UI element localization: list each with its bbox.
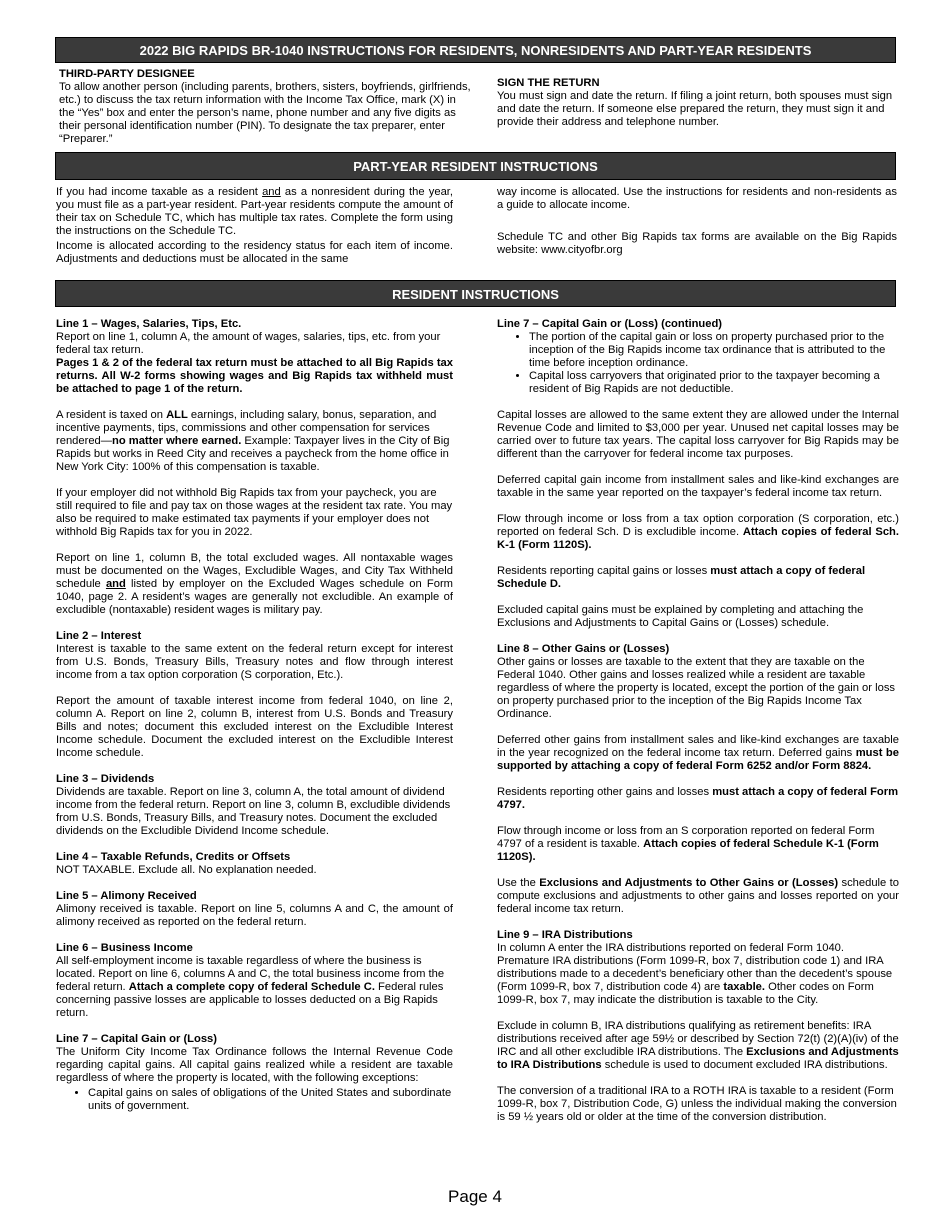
line8-p2: Deferred other gains from installment sales and like-kind exchanges are taxable in the year recognized on the federal income tax return. Deferred gains must be supported by attaching a copy of federal Form 6252 and/or Form 8824. — [497, 734, 899, 772]
sign-heading: SIGN THE RETURN — [497, 77, 600, 89]
third-party-designee-section — [59, 68, 471, 146]
line7-continued-p2: Deferred capital gain income from installment sales and like-kind exchanges are taxable in the same year reported on the taxpayer’s federal income tax return. — [497, 474, 899, 499]
line1-p1-bold: Pages 1 & 2 of the federal tax return must be attached to all Big Rapids tax returns. All W-2 forms showing wages and Big Rapids tax withheld must be attached to page 1 of the return. — [56, 357, 453, 395]
line7-continued-p3: Flow through income or loss from a tax option corporation (S corporation, etc.) reported on federal Sch. D is excludible income. Attach copies of federal Sch. K-1 (Form 1120S). — [497, 513, 899, 551]
part-year-p4: Schedule TC and other Big Rapids tax forms are available on the Big Rapids website: www.cityofbr.org — [497, 231, 897, 256]
line7-continued-p4: Residents reporting capital gains or losses must attach a copy of federal Schedule D. — [497, 565, 866, 590]
resident-left-column — [56, 318, 453, 1113]
list-item: • Capital gains on sales of obligations of the United States and subordinate units of government. — [88, 1087, 453, 1113]
line5-p1: Alimony received is taxable. Report on line 5, columns A and C, the amount of alimony received as reported on the federal return. — [56, 903, 453, 928]
line1-p2: A resident is taxed on ALL earnings, including salary, bonus, separation, and incentive payments, tips, commissions and other compensation for services rendered—no matter where earned. Example: Taxpayer lives in the City of Big Rapids but works in Reed City and receives a paycheck from the home office in New York City: 100% of this compensation is taxable. — [56, 409, 450, 473]
part-year-p3: way income is allocated. Use the instructions for residents and non-residents as a guide to allocate income. — [497, 186, 897, 211]
line2-p1: Interest is taxable to the same extent on the federal return except for interest from U.S. Bonds, Treasury Bills, Treasury notes and flow through interest income from a tax option corporation (S corporation, Etc.). — [56, 643, 453, 681]
part-year-right — [497, 186, 897, 257]
line9-p3: The conversion of a traditional IRA to a ROTH IRA is taxable to a resident (Form 1099-R, box 7, Distribution Code, G) unless the individual making the conversion is 59 ½ years old or older at the time of the conversion distribution. — [497, 1085, 897, 1123]
line9-p1: In column A enter the IRA distributions reported on federal Form 1040. Premature IRA distributions (Form 1099-R, box 7, distribution code 1) and IRA distributions made to a decedent’s beneficiary other than the decedent’s spouse (Form 1099-R, box 7, distribution code 4) are taxable. Other codes on Form 1099-R, box 7, may indicate the distribution is taxable to the City. — [497, 942, 893, 1006]
line7-continued-list — [497, 331, 899, 396]
line6-heading: Line 6 – Business Income — [56, 942, 193, 954]
line9-heading: Line 9 – IRA Distributions — [497, 929, 633, 941]
page-number: Page 4 — [448, 1187, 502, 1206]
line8-p4: Flow through income or loss from an S corporation reported on federal Form 4797 of a resident is taxable. Attach copies of federal Schedule K-1 (Form 1120S). — [497, 825, 879, 863]
line6-p1: All self-employment income is taxable regardless of where the business is located. Report on line 6, columns A and C, the total business income from the federal return. Attach a complete copy of federal Schedule C. Federal rules concerning passive losses are applicable to losses deducted on a Big Rapids return. — [56, 955, 445, 1019]
part-year-p2: Income is allocated according to the residency status for each item of income. Adjustments and deductions must be allocated in the same — [56, 240, 453, 265]
resident-right-column — [497, 318, 899, 1124]
line8-heading: Line 8 – Other Gains or (Losses) — [497, 643, 670, 655]
line2-heading: Line 2 – Interest — [56, 630, 142, 642]
line8-p5: Use the Exclusions and Adjustments to Other Gains or (Losses) schedule to compute exclusions and adjustments to other gains and losses reported on your federal income tax return. — [497, 877, 899, 915]
line7-heading: Line 7 – Capital Gain or (Loss) — [56, 1033, 218, 1045]
list-item: • Capital loss carryovers that originated prior to the taxpayer becoming a resident of Big Rapids are not deductible. — [529, 370, 899, 396]
part-year-p1: If you had income taxable as a resident and as a nonresident during the year, you must file as a part-year resident. Part-year residents compute the amount of their tax on Schedule TC, which has multiple tax rates. Complete the form using the instructions on the Schedule TC. — [56, 186, 454, 237]
sign-return-section — [497, 77, 897, 129]
line4-heading: Line 4 – Taxable Refunds, Credits or Offsets — [56, 851, 291, 863]
part-year-bar: PART-YEAR RESIDENT INSTRUCTIONS — [55, 152, 896, 180]
line1-p4: Report on line 1, column B, the total excluded wages. All nontaxable wages must be documented on the Wages, Excludible Wages, and City Tax Withheld schedule and listed by employer on the Excluded Wages schedule on Form 1040, page 2. A resident’s wages are generally not excludible. An example of excludible (nontaxable) resident wages is military pay. — [56, 552, 453, 616]
list-item: • The portion of the capital gain or loss on property purchased prior to the inception of the Big Rapids income tax ordinance that is attributed to the time before inception ordinance. — [529, 331, 899, 370]
designee-text: To allow another person (including parents, brothers, sisters, boyfriends, girlfriends, etc.) to discuss the tax return information with the Income Tax Office, mark (X) in the “Yes” box and enter the person’s name, phone number and any five digits as their personal identification number (PIN). To designate the tax preparer, enter “Preparer.” — [59, 81, 471, 145]
line3-p1: Dividends are taxable. Report on line 3, column A, the total amount of dividend income from the federal return. Report on line 3, column B, excludible dividends from U.S. Bonds, Treasury Bills, and Treasury notes. Document the excluded dividends on the Excludible Dividend Income schedule. — [56, 786, 451, 837]
designee-heading: THIRD-PARTY DESIGNEE — [59, 68, 195, 80]
line3-heading: Line 3 – Dividends — [56, 773, 155, 785]
line5-heading: Line 5 – Alimony Received — [56, 890, 197, 902]
line4-p1: NOT TAXABLE. Exclude all. No explanation needed. — [56, 864, 317, 876]
line7-continued-p5: Excluded capital gains must be explained by completing and attaching the Exclusions and Adjustments to Capital Gains or (Losses) schedule. — [497, 604, 864, 629]
line7-p1: The Uniform City Income Tax Ordinance follows the Internal Revenue Code regarding capital gains. All capital gains realized while a resident are taxable regardless of where the property is located, with the following exceptions: — [56, 1046, 453, 1084]
line1-heading: Line 1 – Wages, Salaries, Tips, Etc. — [56, 318, 242, 330]
line7-continued-p1: Capital losses are allowed to the same extent they are allowed under the Internal Revenue Code and limited to $3,000 per year. Unused net capital losses may be carried over to future tax years. The capital loss carryover for Big Rapids may be different than the carryover for federal income tax purposes. — [497, 409, 899, 460]
line2-p2: Report the amount of taxable interest income from federal 1040, on line 2, column A. Report on line 2, column B, interest from U.S. Bonds and Treasury Bills and notes; document this excluded interest on the Excludible Interest Income schedule. Document the excluded interest on the Excludible Interest Income schedule. — [56, 695, 453, 759]
part-year-left — [56, 186, 453, 266]
line1-p3: If your employer did not withhold Big Rapids tax from your paycheck, you are still required to file and pay tax on those wages at the resident tax rate. You may also be required to make estimated tax payments if your employer does not withhold Big Rapids tax for you in 2022. — [56, 487, 453, 538]
line8-p1: Other gains or losses are taxable to the extent that they are taxable on the Federal 1040. Other gains and losses realized while a resident are taxable regardless of where the property is located, except the portion of the gain or loss on property purchased prior to the inception of the Big Rapids Income Tax Ordinance. — [497, 656, 896, 720]
line9-p2: Exclude in column B, IRA distributions qualifying as retirement benefits: IRA distributions received after age 59½ or described by Section 72(t) (2)(A)(iv) of the IRC and all other excludible IRA distributions. The Exclusions and Adjustments to IRA Distributions schedule is used to document excluded IRA distributions. — [497, 1020, 899, 1071]
page-header-bar: 2022 BIG RAPIDS BR-1040 INSTRUCTIONS FOR RESIDENTS, NONRESIDENTS AND PART-YEAR RESIDENTS — [55, 37, 896, 63]
line1-p1: Report on line 1, column A, the amount of wages, salaries, tips, etc. from your federal tax return. — [56, 331, 441, 356]
line7-continued-heading: Line 7 – Capital Gain or (Loss) (continued) — [497, 318, 723, 330]
line8-p3: Residents reporting other gains and losses must attach a copy of federal Form 4797. — [497, 786, 899, 811]
line7-exceptions-list — [56, 1087, 453, 1113]
sign-text: You must sign and date the return. If filing a joint return, both spouses must sign and date the return. If someone else prepared the return, they must sign it and provide their address and telephone number. — [497, 90, 893, 128]
resident-bar: RESIDENT INSTRUCTIONS — [55, 280, 896, 307]
